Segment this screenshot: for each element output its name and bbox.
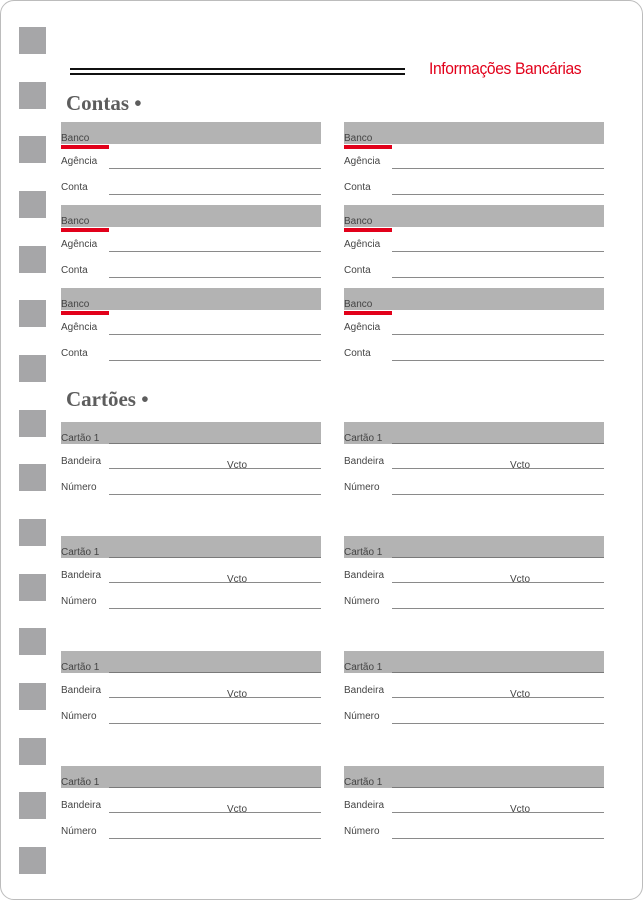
account-field-writing-line[interactable] [392, 277, 604, 278]
bank-field[interactable] [61, 205, 321, 227]
brand-field-writing-line[interactable] [109, 812, 321, 813]
bank-field[interactable] [61, 288, 321, 310]
expiry-label: Vcto [510, 574, 531, 585]
number-field[interactable] [344, 710, 604, 724]
account-field[interactable] [61, 264, 321, 278]
card-label: Cartão 1 [61, 777, 100, 788]
agency-field-writing-line[interactable] [109, 251, 321, 252]
number-field[interactable] [344, 825, 604, 839]
number-field-label: Número [344, 482, 380, 493]
binder-hole [19, 191, 46, 218]
agency-field-writing-line[interactable] [109, 168, 321, 169]
binder-hole [19, 410, 46, 437]
header-rule-top [70, 68, 405, 70]
card-writing-line[interactable] [392, 787, 604, 788]
agency-field[interactable] [61, 155, 321, 169]
number-field-writing-line[interactable] [109, 494, 321, 495]
number-field-label: Número [61, 482, 97, 493]
agency-field-label: Agência [61, 322, 98, 333]
expiry-label: Vcto [510, 689, 531, 700]
agency-field[interactable] [344, 155, 604, 169]
account-field-writing-line[interactable] [109, 194, 321, 195]
binder-hole [19, 792, 46, 819]
account-field-label: Conta [344, 182, 371, 193]
number-field-label: Número [61, 826, 97, 837]
bank-field[interactable] [344, 122, 604, 144]
bank-field[interactable] [344, 205, 604, 227]
account-field-label: Conta [61, 348, 88, 359]
binder-hole [19, 519, 46, 546]
card-block [344, 422, 604, 502]
bank-label: Banco [344, 133, 373, 144]
number-field-label: Número [344, 826, 380, 837]
account-field-label: Conta [61, 182, 88, 193]
card-field[interactable] [61, 422, 321, 444]
card-label: Cartão 1 [344, 662, 383, 673]
binder-hole [19, 300, 46, 327]
card-label: Cartão 1 [61, 662, 100, 673]
agency-field-writing-line[interactable] [109, 334, 321, 335]
card-field[interactable] [61, 651, 321, 673]
card-label: Cartão 1 [344, 547, 383, 558]
section-heading-cartoes: Cartões • [66, 387, 149, 411]
card-block [61, 651, 321, 731]
bank-underline-accent [61, 311, 109, 315]
binder-hole [19, 27, 46, 54]
number-field-label: Número [61, 711, 97, 722]
card-field[interactable] [344, 536, 604, 558]
account-field-label: Conta [344, 265, 371, 276]
brand-field[interactable] [344, 799, 604, 813]
account-field[interactable] [344, 264, 604, 278]
agency-field[interactable] [61, 321, 321, 335]
account-block [344, 122, 604, 202]
brand-field-label: Bandeira [344, 685, 385, 696]
card-field[interactable] [344, 651, 604, 673]
card-writing-line[interactable] [392, 557, 604, 558]
card-field[interactable] [344, 422, 604, 444]
card-block [344, 536, 604, 616]
binder-hole [19, 82, 46, 109]
binder-hole [19, 738, 46, 765]
number-field-writing-line[interactable] [392, 608, 604, 609]
binder-holes [19, 1, 47, 900]
account-field-writing-line[interactable] [392, 194, 604, 195]
brand-field-writing-line[interactable] [392, 697, 604, 698]
account-block [61, 205, 321, 285]
number-field-writing-line[interactable] [392, 723, 604, 724]
card-writing-line[interactable] [109, 443, 321, 444]
agency-field-label: Agência [344, 239, 381, 250]
binder-hole [19, 246, 46, 273]
binder-hole [19, 683, 46, 710]
page-title: Informações Bancárias [429, 59, 582, 78]
number-field[interactable] [344, 595, 604, 609]
expiry-label: Vcto [227, 689, 248, 700]
number-field-writing-line[interactable] [392, 838, 604, 839]
account-block [344, 288, 604, 368]
brand-field[interactable] [61, 799, 321, 813]
card-label: Cartão 1 [61, 433, 100, 444]
number-field-writing-line[interactable] [109, 608, 321, 609]
bank-underline-accent [344, 145, 392, 149]
brand-field-label: Bandeira [61, 456, 102, 467]
bank-underline-accent [344, 228, 392, 232]
binder-hole [19, 355, 46, 382]
brand-field[interactable] [61, 569, 321, 583]
brand-field-label: Bandeira [344, 800, 385, 811]
brand-field[interactable] [61, 455, 321, 469]
section-heading-contas: Contas • [66, 91, 142, 115]
agency-field-writing-line[interactable] [392, 251, 604, 252]
account-block [61, 122, 321, 202]
account-field-writing-line[interactable] [109, 277, 321, 278]
brand-field-writing-line[interactable] [392, 468, 604, 469]
binder-hole [19, 464, 46, 491]
account-block [344, 205, 604, 285]
bank-label: Banco [61, 133, 90, 144]
brand-field-writing-line[interactable] [109, 468, 321, 469]
card-block [61, 766, 321, 846]
brand-field[interactable] [344, 684, 604, 698]
brand-field-label: Bandeira [61, 800, 102, 811]
brand-field-label: Bandeira [61, 685, 102, 696]
brand-field[interactable] [344, 569, 604, 583]
card-field[interactable] [61, 536, 321, 558]
brand-field[interactable] [61, 684, 321, 698]
card-block [61, 422, 321, 502]
card-block [344, 651, 604, 731]
card-writing-line[interactable] [109, 787, 321, 788]
binder-hole [19, 136, 46, 163]
card-block [344, 766, 604, 846]
expiry-label: Vcto [510, 804, 531, 815]
agency-field-writing-line[interactable] [392, 168, 604, 169]
agency-field-label: Agência [61, 156, 98, 167]
brand-field-label: Bandeira [344, 570, 385, 581]
agency-field[interactable] [61, 238, 321, 252]
card-field[interactable] [344, 766, 604, 788]
card-writing-line[interactable] [392, 443, 604, 444]
card-label: Cartão 1 [344, 433, 383, 444]
card-field[interactable] [61, 766, 321, 788]
bank-underline-accent [61, 228, 109, 232]
card-writing-line[interactable] [109, 672, 321, 673]
bank-field[interactable] [344, 288, 604, 310]
account-field[interactable] [61, 347, 321, 361]
bank-label: Banco [344, 299, 373, 310]
agency-field-writing-line[interactable] [392, 334, 604, 335]
binder-hole [19, 574, 46, 601]
binder-hole [19, 628, 46, 655]
card-writing-line[interactable] [109, 557, 321, 558]
bank-underline-accent [344, 311, 392, 315]
bank-label: Banco [61, 299, 90, 310]
brand-field-label: Bandeira [344, 456, 385, 467]
number-field[interactable] [61, 595, 321, 609]
account-field[interactable] [344, 181, 604, 195]
brand-field[interactable] [344, 455, 604, 469]
expiry-label: Vcto [510, 460, 531, 471]
agency-field[interactable] [344, 321, 604, 335]
number-field[interactable] [61, 710, 321, 724]
agency-field-label: Agência [344, 156, 381, 167]
brand-field-label: Bandeira [61, 570, 102, 581]
account-field-label: Conta [61, 265, 88, 276]
agency-field-label: Agência [61, 239, 98, 250]
bank-label: Banco [61, 216, 90, 227]
brand-field-writing-line[interactable] [109, 697, 321, 698]
agency-field-label: Agência [344, 322, 381, 333]
account-block [61, 288, 321, 368]
number-field-label: Número [344, 711, 380, 722]
number-field[interactable] [61, 481, 321, 495]
number-field-label: Número [344, 596, 380, 607]
number-field-writing-line[interactable] [109, 838, 321, 839]
expiry-label: Vcto [227, 574, 248, 585]
card-writing-line[interactable] [392, 672, 604, 673]
bank-underline-accent [61, 145, 109, 149]
card-block [61, 536, 321, 616]
number-field-writing-line[interactable] [109, 723, 321, 724]
account-field-label: Conta [344, 348, 371, 359]
brand-field-writing-line[interactable] [392, 582, 604, 583]
account-field[interactable] [344, 347, 604, 361]
number-field-label: Número [61, 596, 97, 607]
account-field-writing-line[interactable] [109, 360, 321, 361]
card-label: Cartão 1 [61, 547, 100, 558]
binder-hole [19, 847, 46, 874]
brand-field-writing-line[interactable] [109, 582, 321, 583]
number-field[interactable] [344, 481, 604, 495]
agency-field[interactable] [344, 238, 604, 252]
expiry-label: Vcto [227, 804, 248, 815]
number-field-writing-line[interactable] [392, 494, 604, 495]
header-rule-bottom [70, 73, 405, 75]
brand-field-writing-line[interactable] [392, 812, 604, 813]
account-field[interactable] [61, 181, 321, 195]
expiry-label: Vcto [227, 460, 248, 471]
bank-label: Banco [344, 216, 373, 227]
bank-field[interactable] [61, 122, 321, 144]
number-field[interactable] [61, 825, 321, 839]
card-label: Cartão 1 [344, 777, 383, 788]
account-field-writing-line[interactable] [392, 360, 604, 361]
